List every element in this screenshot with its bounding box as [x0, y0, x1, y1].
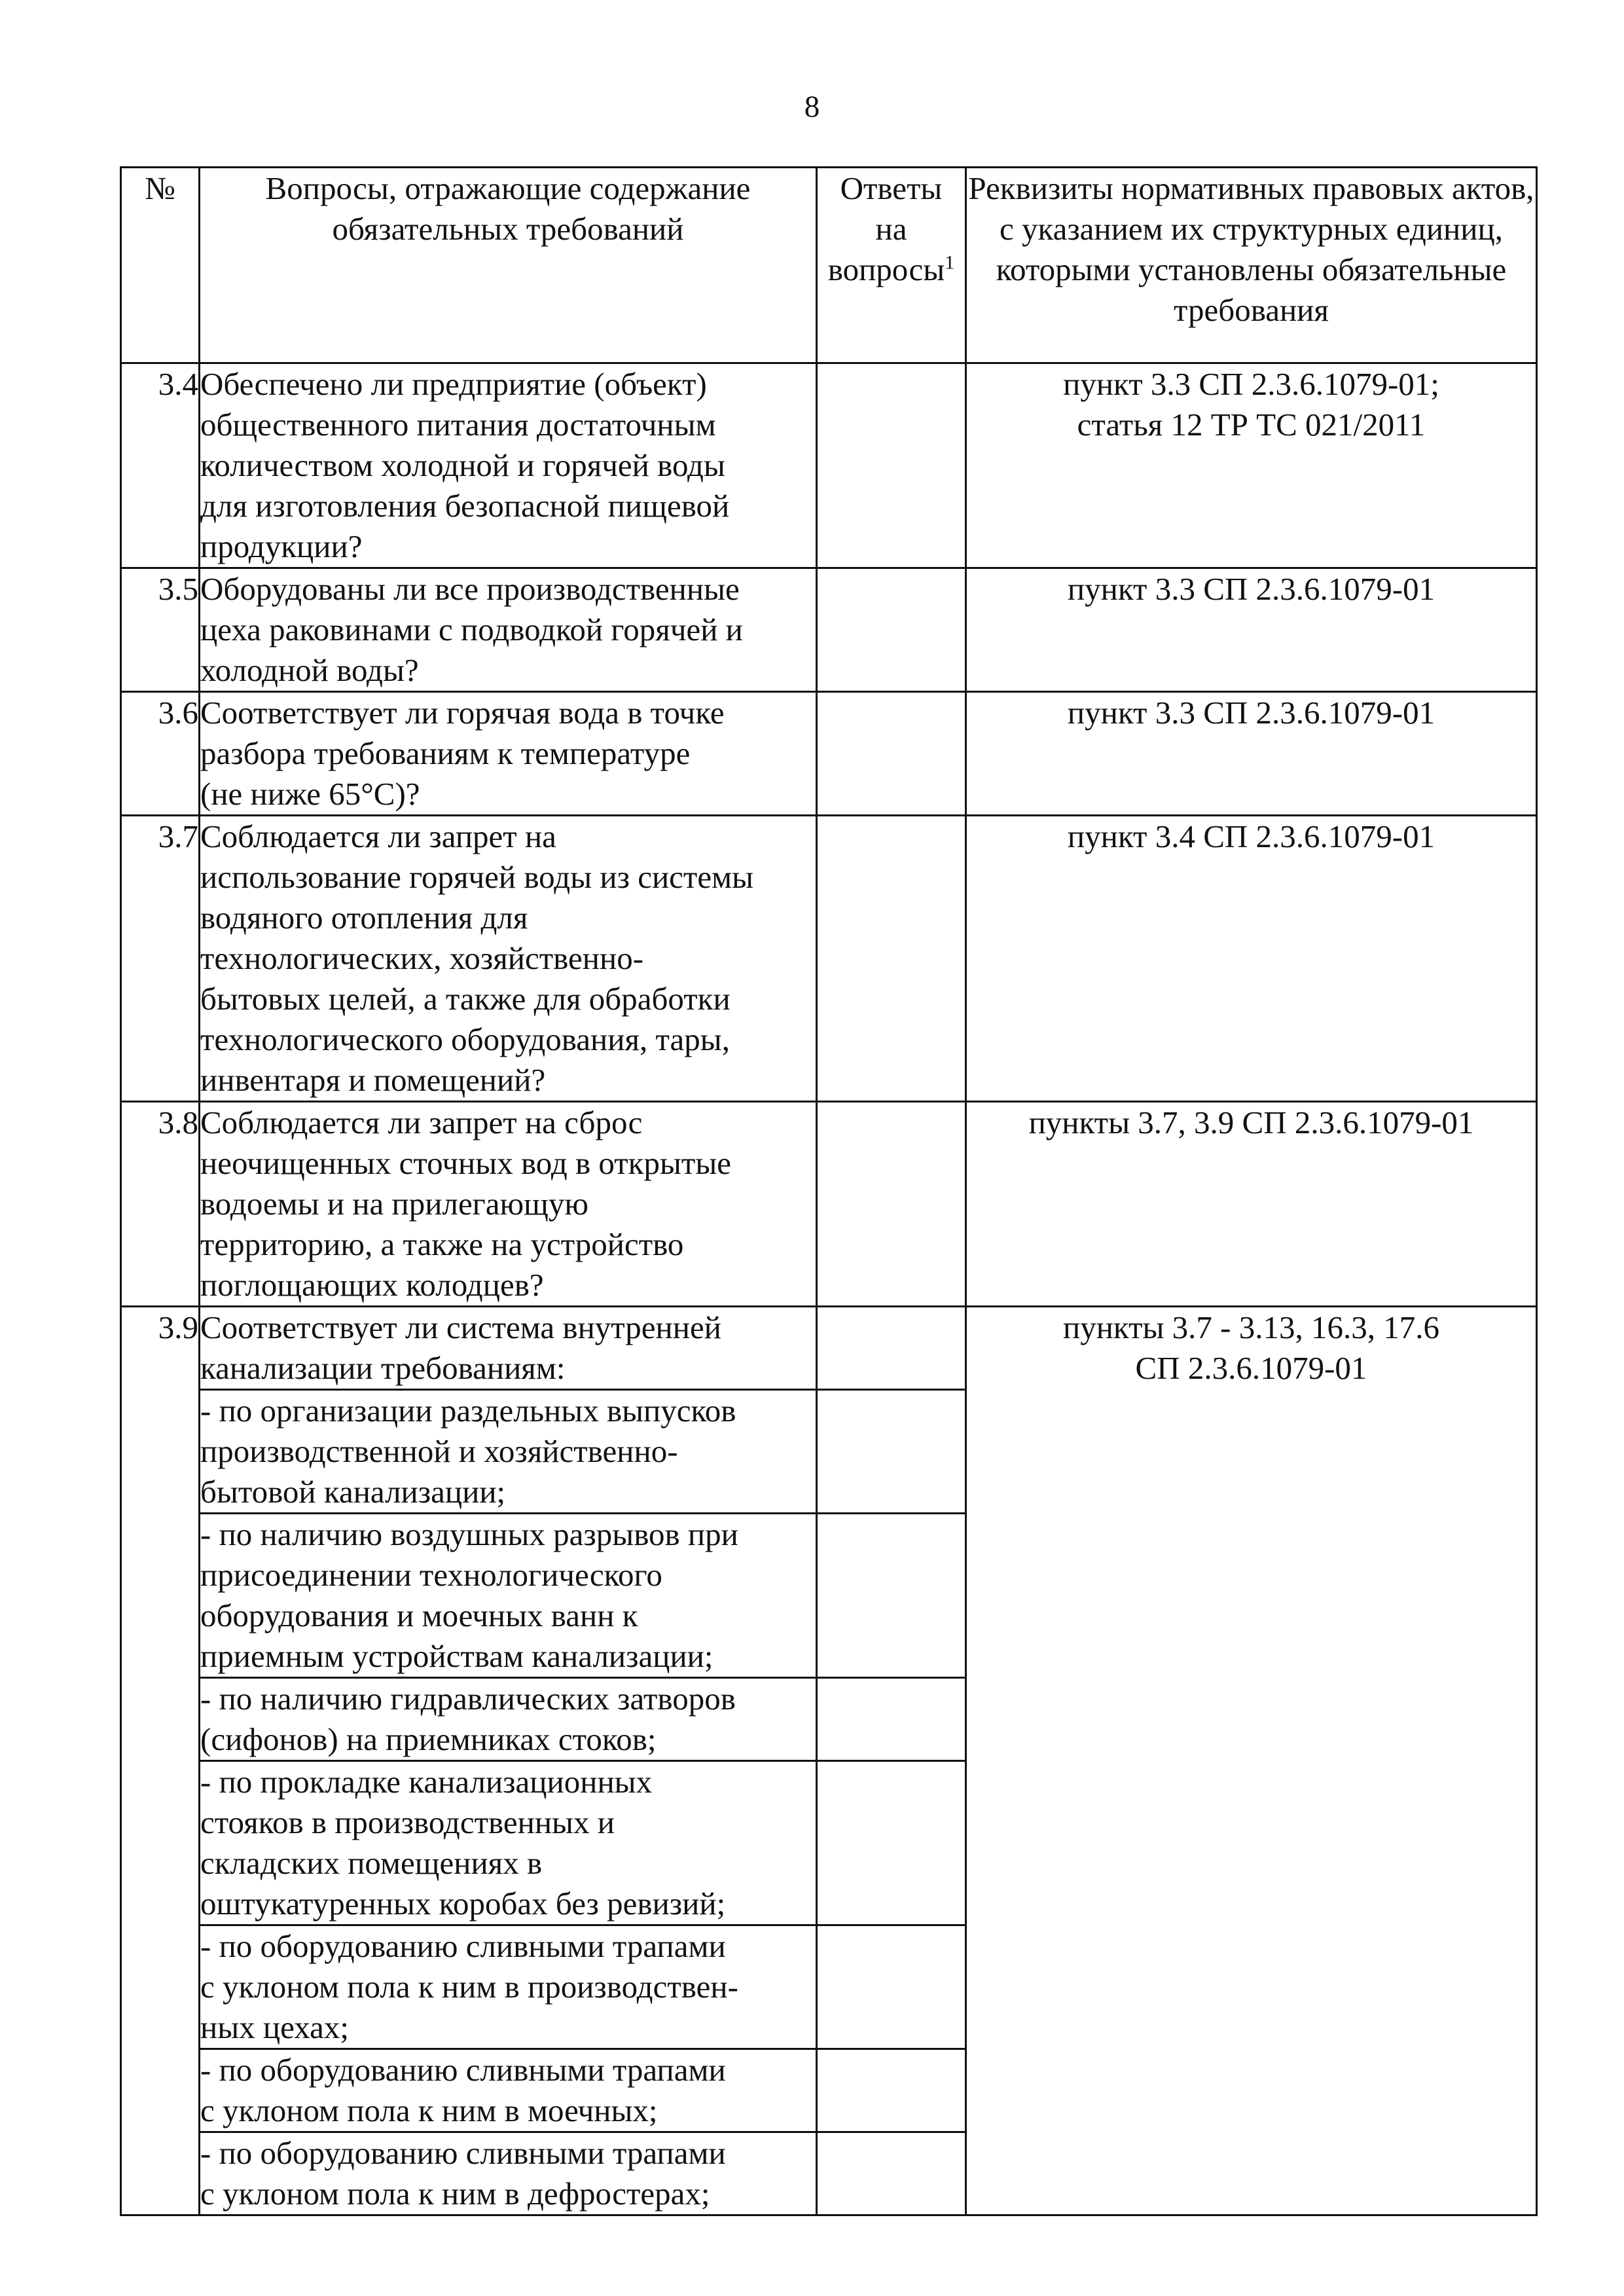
table-row [121, 816, 1537, 1102]
answer-cell[interactable] [817, 1102, 966, 1307]
question-cell [200, 2132, 817, 2215]
question-cell [200, 1514, 817, 1678]
header-requisites: Реквизиты нормативных правовых актов, с указанием их структурных единиц, которыми установлены обязательные требования [966, 168, 1537, 363]
answer-cell[interactable] [817, 1678, 966, 1761]
table-row [121, 363, 1537, 568]
row-number-text: 3.9 [158, 1309, 198, 1345]
requisites-cell [966, 568, 1537, 692]
answer-cell[interactable] [817, 692, 966, 816]
requisites-cell-text: пункты 3.7 - 3.13, 16.3, 17.6 СП 2.3.6.1079-01 [1062, 1309, 1439, 1386]
answer-cell[interactable] [817, 1307, 966, 1390]
row-number-text: 3.5 [158, 571, 198, 607]
header-answers-label: Ответы на вопросы [827, 170, 945, 287]
requisites-cell [966, 816, 1537, 1102]
question-cell-text: - по наличию гидравлических затворов (сифонов) на приемниках стоков; [200, 1681, 736, 1757]
question-cell [200, 1102, 817, 1307]
requirements-table [120, 166, 1538, 2216]
question-cell [200, 363, 817, 568]
question-cell [200, 1925, 817, 2049]
table-row [121, 1102, 1537, 1307]
row-number [121, 816, 200, 1102]
header-answers [817, 168, 966, 363]
table-row [121, 692, 1537, 816]
question-cell [200, 816, 817, 1102]
question-cell-text: - по оборудованию сливными трапами с уклоном пола к ним в моечных; [200, 2052, 726, 2128]
row-number-text: 3.4 [158, 366, 198, 402]
row-number [121, 568, 200, 692]
requisites-cell [966, 1307, 1537, 2215]
row-number [121, 363, 200, 568]
question-cell-text: Оборудованы ли все производственные цеха раковинами с подводкой горячей и холодной воды? [200, 571, 743, 688]
answer-cell[interactable] [817, 816, 966, 1102]
footnote-marker: 1 [945, 251, 955, 274]
question-cell-text: - по прокладке канализационных стояков в производственных и складских помещениях в оштукатуренных коробах без ревизий; [200, 1764, 726, 1922]
answer-cell[interactable] [817, 2049, 966, 2132]
table-row [121, 1307, 1537, 1390]
header-number: № [121, 168, 200, 363]
row-number-text: 3.6 [158, 695, 198, 731]
question-cell-text: Соблюдается ли запрет на сброс неочищенных сточных вод в открытые водоемы и на прилегающую территорию, а также на устройство поглощающих колодцев? [200, 1104, 731, 1303]
requisites-cell-text: пункт 3.4 СП 2.3.6.1079-01 [1067, 818, 1435, 854]
question-cell-text: - по организации раздельных выпусков производственной и хозяйственно- бытовой канализации; [200, 1393, 736, 1510]
table-row [121, 568, 1537, 692]
question-cell-text: Соответствует ли горячая вода в точке разбора требованиям к температуре (не ниже 65°С)? [200, 695, 725, 812]
requisites-cell [966, 363, 1537, 568]
requisites-cell [966, 692, 1537, 816]
question-cell-text: - по наличию воздушных разрывов при присоединении технологического оборудования и моечных ванн к приемным устройствам канализации; [200, 1516, 738, 1674]
requisites-cell [966, 1102, 1537, 1307]
row-number-text: 3.8 [158, 1104, 198, 1140]
table-body [121, 363, 1537, 2215]
question-cell [200, 1390, 817, 1514]
header-questions: Вопросы, отражающие содержание обязательных требований [200, 168, 817, 363]
requisites-cell-text: пункт 3.3 СП 2.3.6.1079-01 [1067, 571, 1435, 607]
question-cell [200, 1761, 817, 1925]
table-header-row [121, 168, 1537, 363]
question-cell-text: Соответствует ли система внутренней канализации требованиям: [200, 1309, 721, 1386]
question-cell [200, 2049, 817, 2132]
requisites-cell-text: пункт 3.3 СП 2.3.6.1079-01; статья 12 ТР ТС 021/2011 [1063, 366, 1439, 443]
row-number [121, 692, 200, 816]
answer-cell[interactable] [817, 363, 966, 568]
requisites-cell-text: пункты 3.7, 3.9 СП 2.3.6.1079-01 [1028, 1104, 1474, 1140]
answer-cell[interactable] [817, 1514, 966, 1678]
requisites-cell-text: пункт 3.3 СП 2.3.6.1079-01 [1067, 695, 1435, 731]
row-number [121, 1307, 200, 2215]
answer-cell[interactable] [817, 1925, 966, 2049]
row-number-text: 3.7 [158, 818, 198, 854]
question-cell [200, 692, 817, 816]
answer-cell[interactable] [817, 1390, 966, 1514]
question-cell [200, 1307, 817, 1390]
question-cell [200, 1678, 817, 1761]
answer-cell[interactable] [817, 2132, 966, 2215]
answer-cell[interactable] [817, 1761, 966, 1925]
question-cell-text: - по оборудованию сливными трапами с уклоном пола к ним в дефростерах; [200, 2135, 726, 2212]
question-cell-text: Соблюдается ли запрет на использование горячей воды из системы водяного отопления для технологических, хозяйственно- бытовых целей, а также для обработки технологического оборудования, тары, инвентаря и помещений? [200, 818, 754, 1098]
answer-cell[interactable] [817, 568, 966, 692]
question-cell-text: Обеспечено ли предприятие (объект) общественного питания достаточным количеством холодной и горячей воды для изготовления безопасной пищевой продукции? [200, 366, 730, 564]
question-cell [200, 568, 817, 692]
row-number [121, 1102, 200, 1307]
question-cell-text: - по оборудованию сливными трапами с уклоном пола к ним в производствен- ных цехах; [200, 1928, 738, 2045]
page-number: 8 [804, 90, 820, 124]
